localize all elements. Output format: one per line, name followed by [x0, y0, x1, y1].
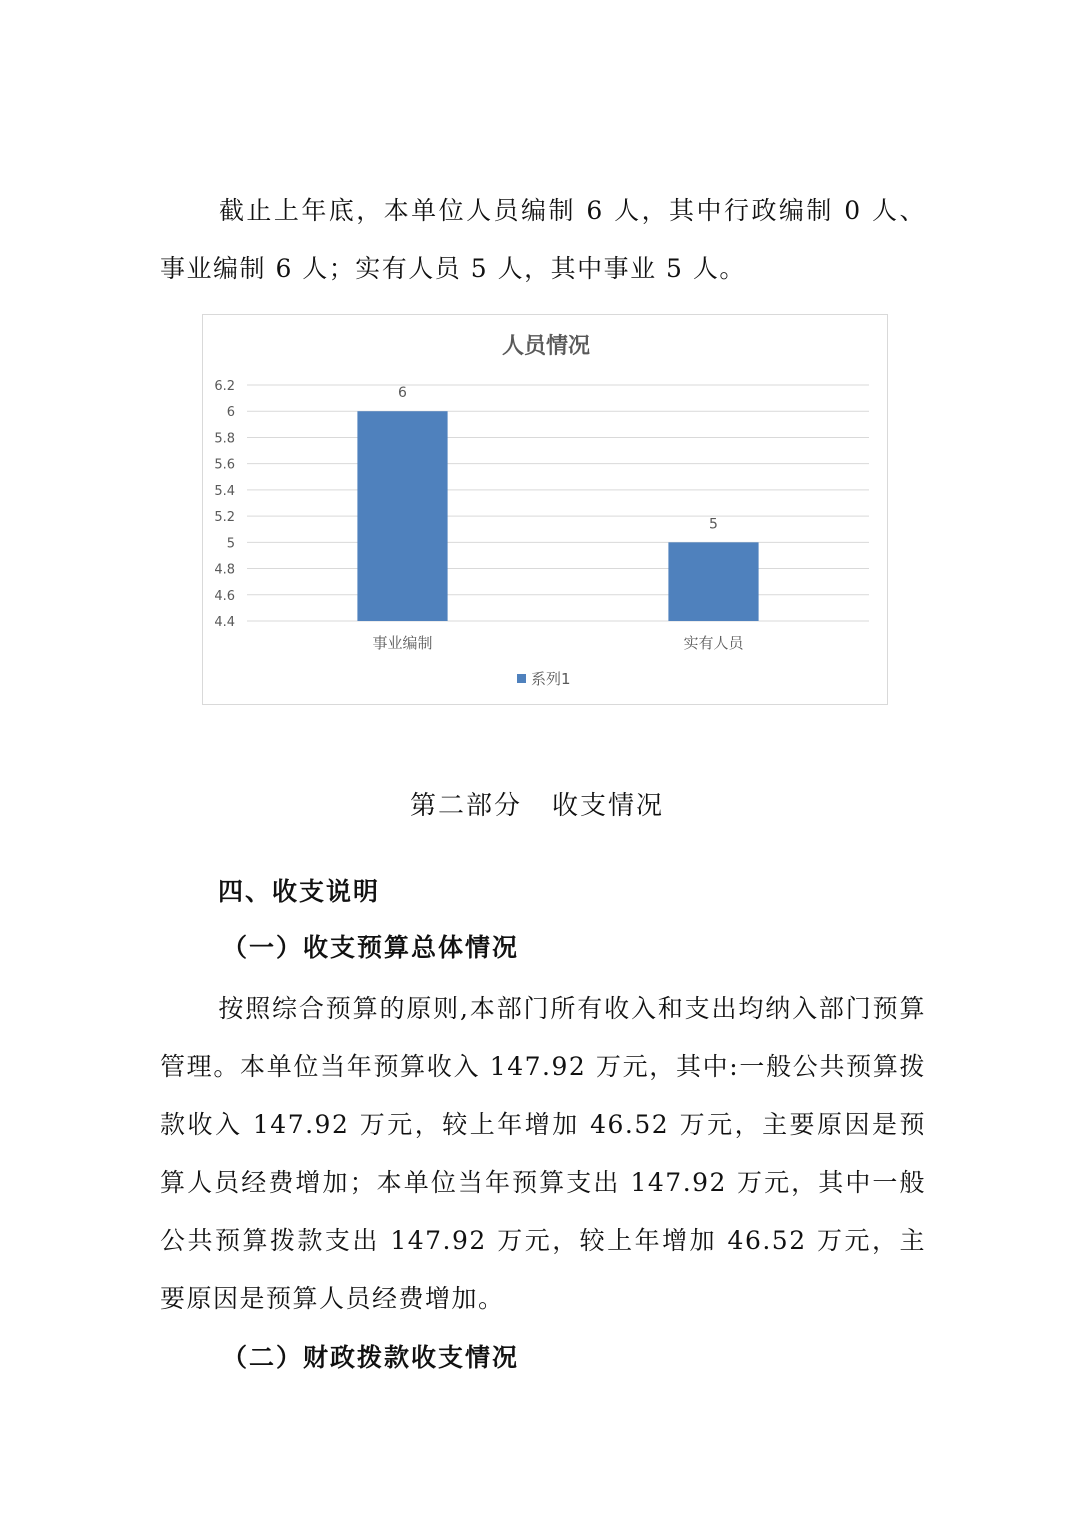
section-title — [0, 785, 1074, 822]
part4-subheading-2: （二）财政拨款收支情况 — [222, 1343, 520, 1372]
y-tick-label: 4.8 — [214, 562, 235, 578]
x-category-label: 实有人员 — [683, 634, 744, 652]
y-tick-label: 6.2 — [214, 379, 235, 394]
y-tick-label: 5.6 — [214, 457, 235, 473]
chart-svg — [203, 315, 889, 706]
part4-subheading-1: （一）收支预算总体情况 — [222, 933, 520, 962]
legend-label: 系列1 — [531, 670, 571, 688]
y-axis-ticks — [214, 379, 235, 630]
y-tick-label: 5.2 — [214, 510, 235, 526]
y-tick-label: 5.8 — [214, 431, 235, 447]
x-category-label: 事业编制 — [372, 634, 433, 652]
y-tick-label: 4.6 — [214, 588, 235, 604]
intro-paragraph: 截止上年底，本单位人员编制 6 人，其中行政编制 0 人、事业编制 6 人；实有人员 5 人，其中事业 5 人。 — [160, 196, 926, 283]
chart-title: 人员情况 — [501, 334, 591, 359]
y-tick-label: 5.4 — [214, 483, 235, 499]
legend-swatch — [517, 674, 526, 683]
section-title-left: 第二部分 — [409, 791, 522, 821]
x-axis-categories — [372, 634, 744, 652]
data-label: 5 — [709, 516, 718, 533]
y-tick-label: 6 — [226, 405, 235, 421]
part4-heading: 四、收支说明 — [218, 877, 381, 906]
bar-2 — [668, 542, 758, 621]
legend — [517, 670, 571, 688]
part4-paragraph: 按照综合预算的原则,本部门所有收入和支出均纳入部门预算管理。本单位当年预算收入 147.92 万元，其中:一般公共预算拨款收入 147.92 万元，较上年增加 46.52 万元，主要原因是预算人员经费增加；本单位当年预算支出 147.92 万元，其中一般公共预算拨款支出 147.92 万元，较上年增加 46.52 万元，主要原因是预算人员经费增加。 — [160, 994, 926, 1313]
grid-lines — [247, 385, 869, 621]
staff-chart — [202, 314, 888, 705]
data-label: 6 — [398, 385, 407, 402]
y-tick-label: 4.4 — [214, 615, 235, 630]
section-title-right: 收支情况 — [552, 791, 665, 821]
y-tick-label: 5 — [226, 536, 235, 552]
bar-1 — [357, 411, 447, 621]
